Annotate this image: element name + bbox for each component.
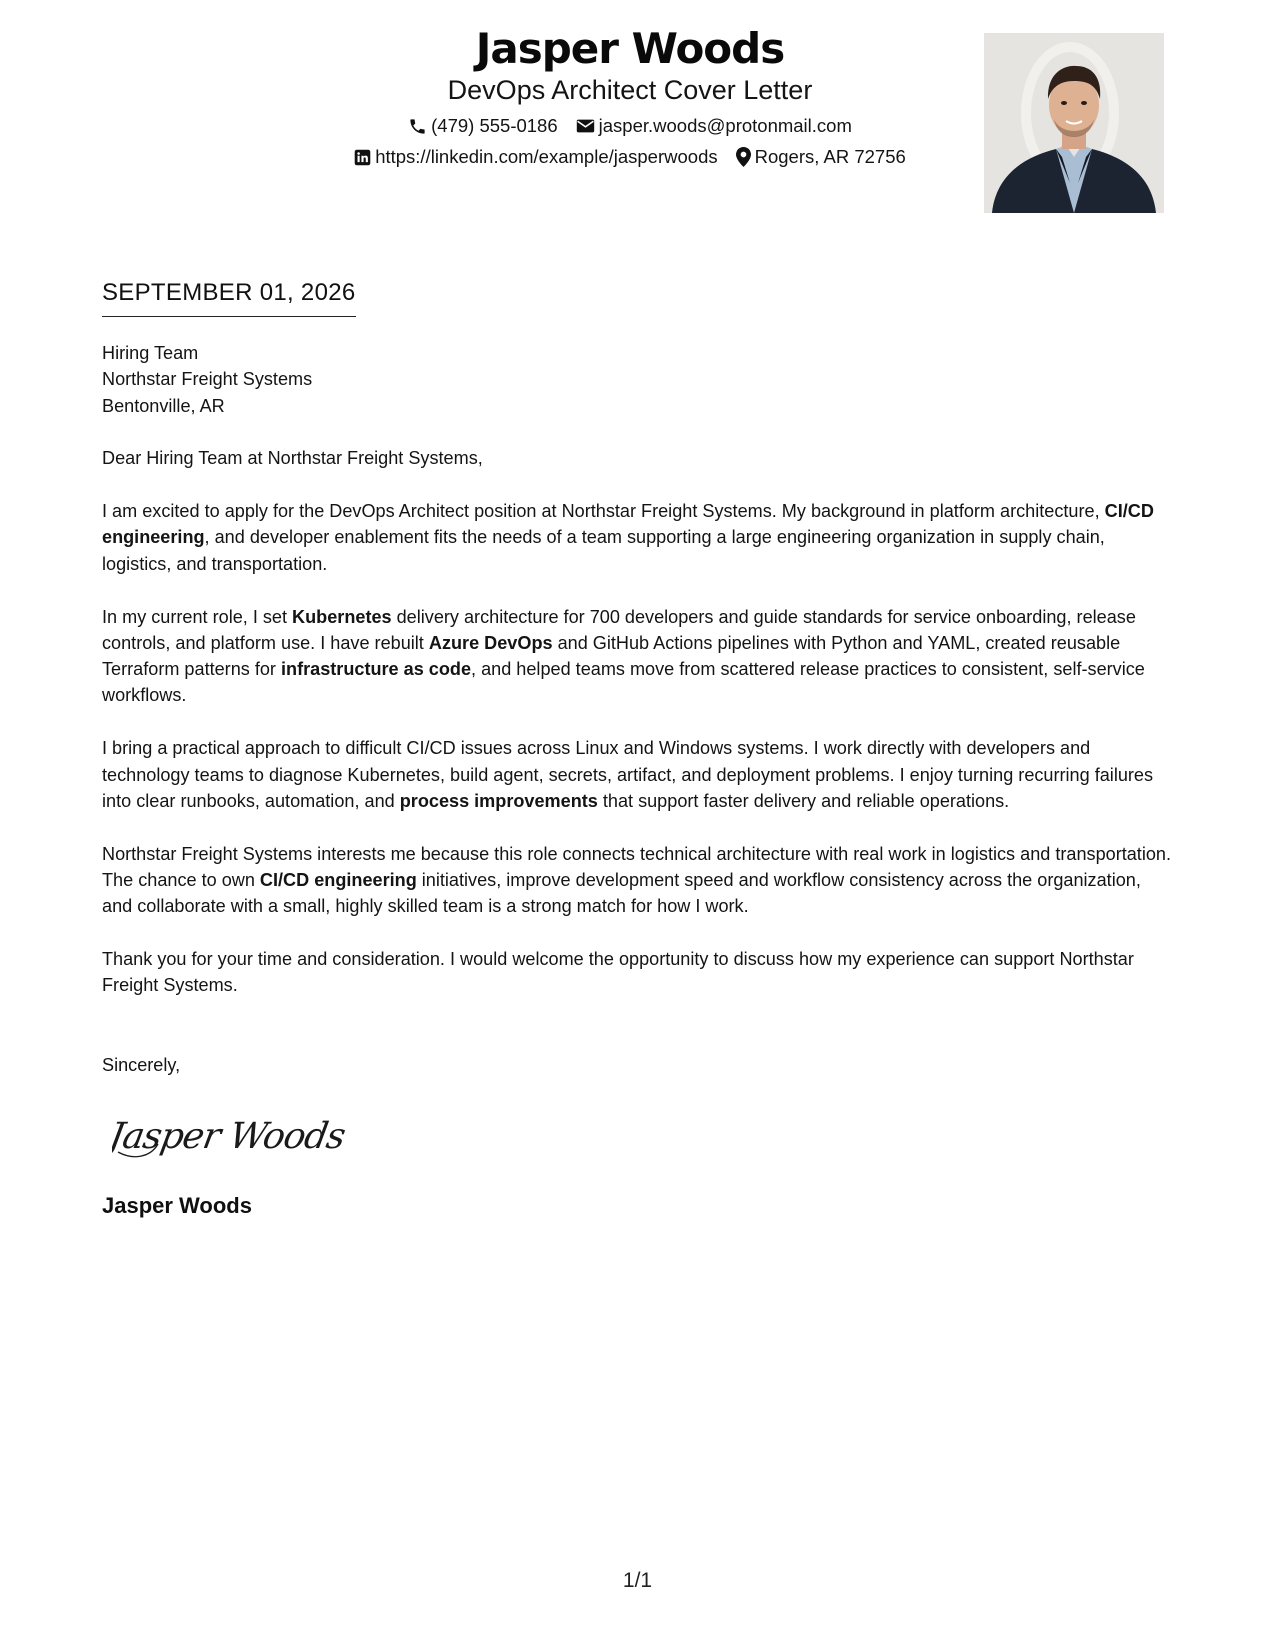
page-number: 1/1 [622, 1569, 653, 1592]
signer-name: Jasper Woods [102, 1193, 252, 1218]
paragraph-1 [102, 498, 1172, 577]
keyword-highlight: process improvements [399, 790, 598, 811]
document-subtitle: DevOps Architect Cover Letter [447, 75, 813, 105]
linkedin-icon [354, 149, 371, 166]
contact-phone [408, 114, 558, 138]
contact-location [736, 145, 906, 169]
text-run: initiatives, improve development speed and workflow consistency across the organization, and collaborate with a small, highly skilled team is a strong match for how I work. [102, 869, 1141, 917]
contact-line-1 [300, 114, 960, 138]
recipient-line: Hiring Team [102, 343, 199, 363]
recipient-block [102, 340, 1172, 419]
keyword-highlight: Kubernetes [292, 606, 392, 627]
letter-header [0, 22, 1275, 222]
text-run: I am excited to apply for the DevOps Architect position at Northstar Freight Systems. My background in platform architecture, [102, 501, 1105, 522]
phone-number: (479) 555-0186 [431, 115, 558, 136]
linkedin-url[interactable]: https://linkedin.com/example/jasperwoods [375, 146, 718, 167]
text-run: Northstar Freight Systems interests me because this role connects technical architecture with real work in logistics and transportation. The chance to own [102, 843, 1172, 890]
contact-line-2 [300, 145, 960, 169]
phone-icon [408, 117, 427, 136]
svg-text:Jasper Woods: Jasper Woods [112, 1114, 349, 1157]
contact-linkedin[interactable] [354, 145, 717, 169]
paragraph-2 [102, 604, 1172, 709]
envelope-icon [576, 118, 595, 134]
letter-date: SEPTEMBER 01, 2026 [102, 278, 356, 317]
recipient-location: Bentonville, AR [102, 395, 225, 416]
keyword-highlight: CI/CD engineering [102, 501, 1154, 548]
paragraph-5: Thank you for your time and consideration. I would welcome the opportunity to discuss how my experience can support Northstar Freight Systems. [102, 949, 1134, 996]
location-text: Rogers, AR 72756 [754, 146, 906, 167]
email-address[interactable]: jasper.woods@protonmail.com [598, 115, 852, 136]
letter-body [102, 340, 1172, 1025]
profile-photo [984, 33, 1164, 213]
closing: Sincerely, [102, 1055, 181, 1075]
text-run: delivery architecture for 700 developers and guide standards for service onboarding, release controls, and platform use. I have rebuilt [102, 606, 1136, 653]
text-run: that support faster delivery and reliable operations. [597, 790, 1010, 811]
map-marker-icon [736, 147, 751, 167]
recipient-company: Northstar Freight Systems [102, 369, 313, 390]
keyword-highlight: infrastructure as code [280, 659, 472, 680]
handwritten-signature [112, 1100, 362, 1170]
text-run: , and developer enablement fits the needs of a team supporting a large engineering organization in supply chain, logistics, and transportation. [102, 527, 1105, 574]
text-run: , and helped teams move from scattered release practices to consistent, self-service workflows. [102, 659, 1145, 706]
salutation: Dear Hiring Team at Northstar Freight Systems, [102, 448, 483, 469]
applicant-name: Jasper Woods [475, 24, 785, 73]
text-run: In my current role, I set [102, 606, 293, 627]
header-info [300, 22, 960, 169]
paragraph-4 [102, 841, 1172, 920]
paragraph-3 [102, 735, 1172, 814]
text-run: and GitHub Actions pipelines with Python and YAML, created reusable Terraform patterns for [102, 632, 1121, 680]
contact-email[interactable] [576, 114, 852, 138]
text-run: I bring a practical approach to difficult CI/CD issues across Linux and Windows systems. I work directly with developers and technology teams to diagnose Kubernetes, build agent, secrets, artifact, and deployment problems. I enjoy turning recurring failures into clear runbooks, automation, and [102, 738, 1154, 811]
keyword-highlight: Azure DevOps [428, 632, 553, 653]
keyword-highlight: CI/CD engineering [259, 869, 417, 890]
